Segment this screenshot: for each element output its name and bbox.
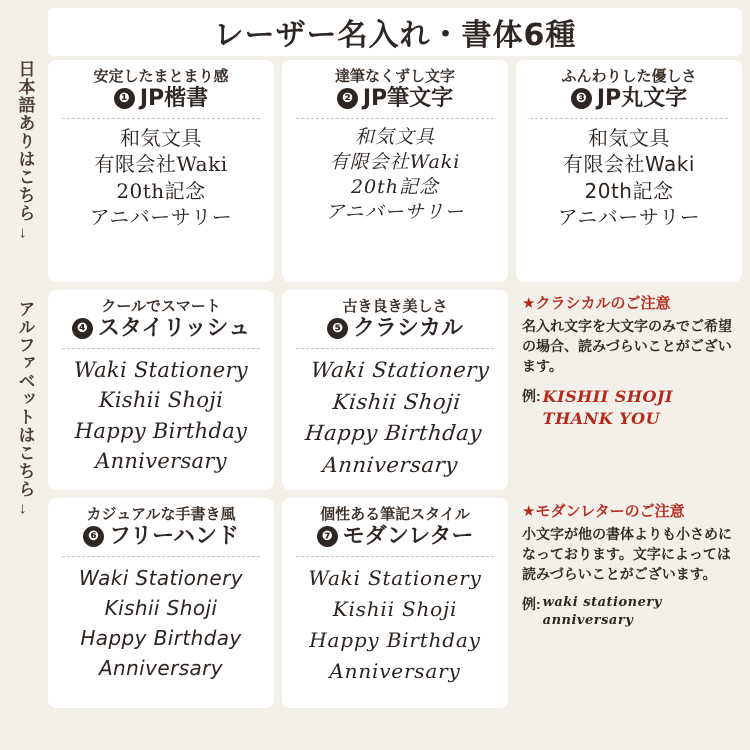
note-example [522,594,738,630]
font-card-subtitle: クールでスマート [101,297,221,315]
sample-line: Anniversary [329,658,461,683]
sample-line: Waki Stationery [308,565,482,590]
card-divider [296,118,494,119]
font-sample-text [558,125,701,231]
font-number-badge: ❷ [337,88,358,109]
font-card-heading [317,525,474,549]
sample-line: Waki Stationery [79,565,243,590]
rail-alphabet-label: アルファベットはこちら [14,300,35,498]
font-card-title: JP丸文字 [596,85,688,111]
font-card-subtitle: 古き良き美しさ [342,297,448,315]
font-number-badge: ❶ [114,88,135,109]
sample-line: Kishii Shoji [104,595,218,620]
font-card-subtitle: 個性ある筆記スタイル [320,505,470,523]
font-row-alphabet-1 [48,290,742,490]
sample-line: Waki Stationery [74,357,248,382]
sample-line: Happy Birthday [309,627,481,652]
font-number-badge: ❺ [327,318,348,339]
font-row-japanese [48,60,742,282]
sample-line: Waki Stationery [309,357,491,382]
sample-line: アニバーサリー [325,201,465,224]
font-card-modern[interactable] [282,498,508,708]
sample-line: 20th記念 [584,178,674,203]
rail-alphabet-arrow: → [16,501,33,517]
note-heading: ★クラシカルのご注意 [522,294,671,312]
card-divider [296,556,494,557]
font-card-jp-maru[interactable] [516,60,742,282]
font-card-heading [337,87,453,111]
font-sample-grid [48,60,742,744]
font-sample-text [90,125,233,231]
font-number-badge: ❹ [72,318,93,339]
font-card-title: スタイリッシュ [97,315,251,341]
font-card-subtitle: 達筆なくずし文字 [334,67,455,85]
font-card-title: JP楷書 [139,85,209,111]
font-card-heading [72,317,250,341]
font-card-classical[interactable] [282,290,508,490]
sample-line: 20th記念 [350,176,440,199]
card-divider [62,556,260,557]
font-number-badge: ❻ [83,526,104,547]
note-example-sample [543,594,662,630]
font-sample-text [74,355,248,477]
card-divider [530,118,728,119]
note-classical [516,290,742,490]
sample-line: 有限会社Waki [329,150,461,173]
rail-japanese-label: 日本語ありはこちら [14,60,35,222]
font-card-title: モダンレター [342,523,474,549]
sample-line: Kishii Shoji [332,596,458,621]
note-example-line: THANK YOU [542,409,661,429]
font-sample-text [308,563,481,687]
font-card-subtitle: ふんわりした優しさ [561,67,697,85]
sample-line: 和気文具 [120,125,202,150]
note-example [522,386,738,431]
sample-line: Kishii Shoji [331,389,462,414]
sample-line: アニバーサリー [89,205,233,230]
note-body: 名入れ文字を大文字のみでご希望の場合、読みづらいことがございます。 [522,318,732,376]
sample-line: Anniversary [98,655,224,680]
font-card-jp-kaisho[interactable] [48,60,274,282]
font-card-subtitle: 安定したまとまり感 [93,67,229,85]
font-card-freehand[interactable] [48,498,274,708]
sample-line: Happy Birthday [303,420,483,445]
rail-japanese [6,60,42,290]
font-card-subtitle: カジュアルな手書き風 [86,505,236,523]
rail-japanese-arrow: → [16,225,33,241]
sample-line: 和気文具 [588,125,670,150]
note-modern [516,498,742,708]
font-sample-text [299,355,491,481]
note-body: 小文字が他の書体よりも小さめになっております。文字によっては読みづらいことがございます。 [522,526,732,584]
card-divider [296,348,494,349]
note-example-sample [543,386,673,431]
note-example-label: 例: [522,387,541,404]
font-row-alphabet-2 [48,498,742,708]
font-card-title: クラシカル [352,315,463,341]
font-card-stylish[interactable] [48,290,274,490]
note-example-label: 例: [522,595,541,612]
font-card-heading [83,525,239,549]
font-sample-text [79,563,243,683]
font-card-heading [571,87,687,111]
font-number-badge: ❸ [571,88,592,109]
note-heading: ★モダンレターのご注意 [522,502,685,520]
sample-line: 有限会社Waki [563,152,695,177]
sample-line: Anniversary [95,449,227,473]
note-example-line: KISHII SHOJI [542,386,673,406]
card-divider [62,118,260,119]
note-example-line: waki stationery [542,594,662,610]
note-example-line: anniversary [542,612,634,628]
sample-line: Anniversary [321,452,459,477]
font-card-jp-fude[interactable] [282,60,508,282]
sample-line: アニバーサリー [557,205,701,230]
font-card-title: JP筆文字 [362,85,454,111]
sample-line: 20th記念 [116,178,206,203]
font-card-title: フリーハンド [108,523,240,549]
font-card-heading [327,317,463,341]
rail-alphabet [6,300,42,740]
font-card-heading [114,87,208,111]
card-divider [62,348,260,349]
header-banner [48,8,742,56]
sample-line: 有限会社Waki [94,152,228,177]
sample-line: Kishii Shoji [98,388,224,413]
sample-line: Happy Birthday [80,625,242,650]
sample-line: 和気文具 [354,125,435,148]
sample-line: Happy Birthday [74,418,248,443]
page-title: レーザー名入れ・書体6種 [213,18,577,53]
font-number-badge: ❼ [317,526,338,547]
font-sample-text [325,125,464,226]
